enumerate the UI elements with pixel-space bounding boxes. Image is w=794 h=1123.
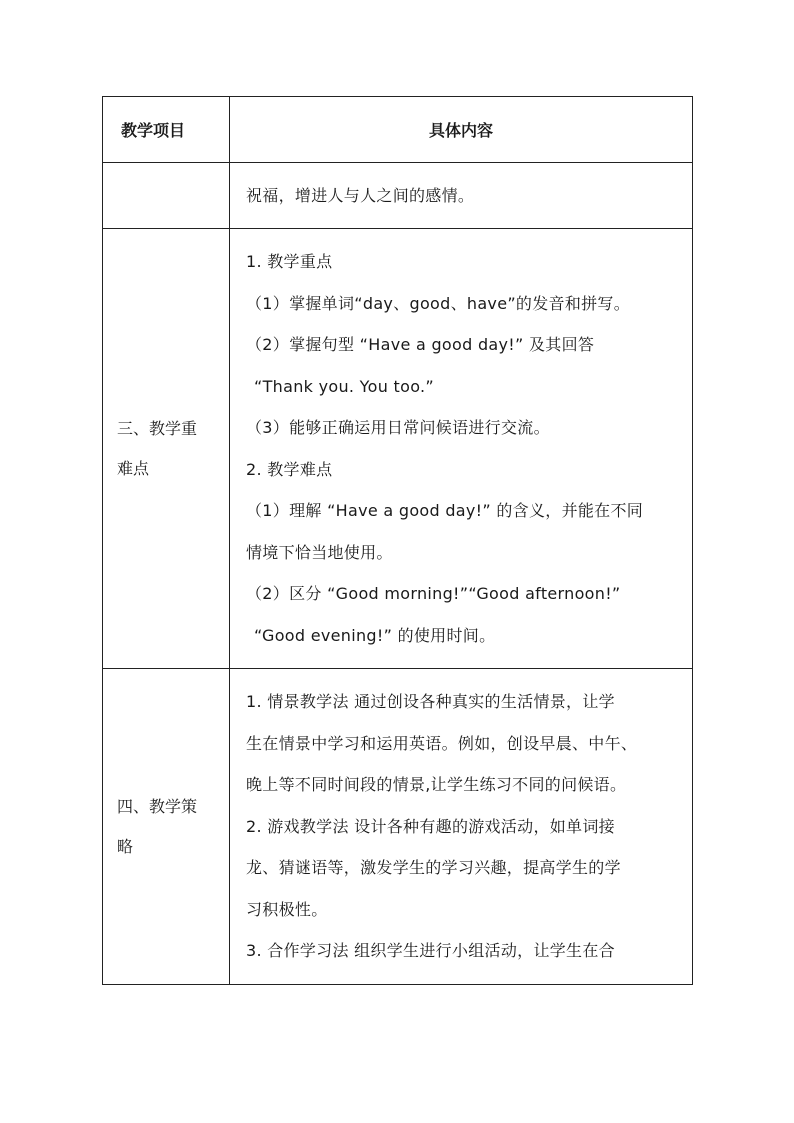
content-line: 晚上等不同时间段的情景,让学生练习不同的问候语。 bbox=[246, 775, 627, 795]
content-line: 2. 游戏教学法 设计各种有趣的游戏活动，如单词接 bbox=[246, 816, 615, 836]
row-label-teaching-strategy bbox=[103, 669, 230, 985]
table-header-row bbox=[103, 97, 693, 163]
content-line: “Thank you. You too.” bbox=[254, 376, 434, 396]
row-label-key-difficult-points bbox=[103, 229, 230, 669]
content-line: （1）掌握单词“day、good、have”的发音和拼写。 bbox=[246, 293, 631, 313]
header-teaching-item: 教学项目 bbox=[103, 97, 230, 163]
content-line: （2）掌握句型 “Have a good day!” 及其回答 bbox=[246, 335, 595, 354]
content-line: （2）区分 “Good morning!”“Good afternoon!” bbox=[246, 584, 621, 603]
content-line: 1. 教学重点 bbox=[246, 252, 333, 271]
row-label-line: 三、教学重 bbox=[117, 418, 198, 438]
row-label-empty bbox=[103, 163, 230, 229]
content-line: 情境下恰当地使用。 bbox=[246, 542, 393, 562]
table-row-key-difficult-points bbox=[103, 229, 693, 669]
row-content-continuation bbox=[230, 163, 693, 229]
content-line: “Good evening!” 的使用时间。 bbox=[254, 625, 496, 645]
row-label-line: 难点 bbox=[117, 458, 150, 478]
row-label-line: 四、教学策 bbox=[117, 796, 198, 816]
content-line: 祝福，增进人与人之间的感情。 bbox=[246, 185, 475, 205]
content-line: 1. 情景教学法 通过创设各种真实的生活情景，让学 bbox=[246, 692, 615, 712]
content-line: （3）能够正确运用日常问候语进行交流。 bbox=[246, 418, 550, 437]
content-line: 3. 合作学习法 组织学生进行小组活动，让学生在合 bbox=[246, 941, 615, 961]
header-specific-content: 具体内容 bbox=[230, 97, 693, 163]
table-row-teaching-strategy bbox=[103, 669, 693, 985]
content-line: 2. 教学难点 bbox=[246, 459, 333, 479]
content-line: （1）理解 “Have a good day!” 的含义，并能在不同 bbox=[246, 501, 644, 520]
row-content-key-difficult-points bbox=[230, 229, 693, 669]
table-row-continuation bbox=[103, 163, 693, 229]
row-label-line: 略 bbox=[117, 836, 134, 856]
content-line: 生在情景中学习和运用英语。例如，创设早晨、中午、 bbox=[246, 733, 638, 753]
content-line: 龙、猜谜语等，激发学生的学习兴趣，提高学生的学 bbox=[246, 858, 621, 878]
content-line: 习积极性。 bbox=[246, 899, 328, 919]
row-content-teaching-strategy bbox=[230, 669, 693, 985]
lesson-plan-table bbox=[102, 96, 693, 985]
